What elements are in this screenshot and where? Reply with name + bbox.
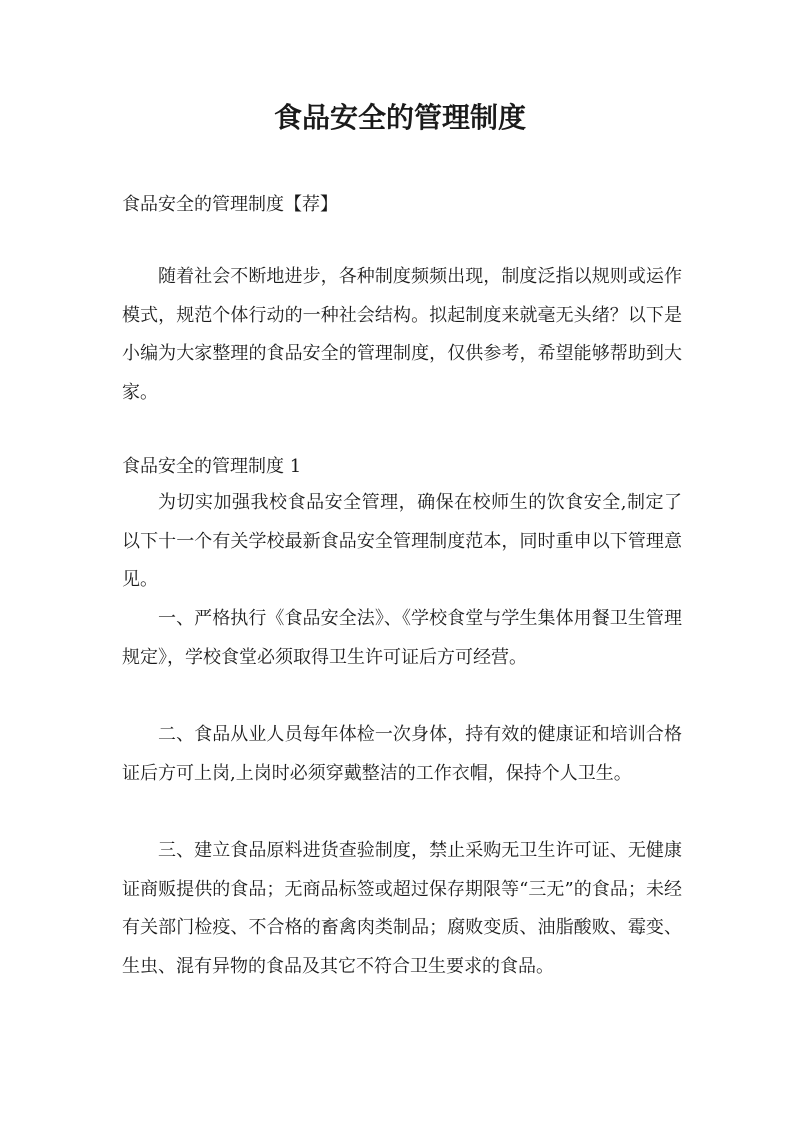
document-title: 食品安全的管理制度 bbox=[273, 101, 526, 134]
section-paragraph: 三、建立食品原料进货查验制度，禁止采购无卫生许可证、无健康证商贩提供的食品；无商品标签或超过保存期限等“三无”的食品；未经有关部门检疫、不合格的畜禽肉类制品；腐败变质、油脂酸败、霉变、生虫、混有异物的食品及其它不符合卫生要求的食品。 bbox=[122, 840, 682, 977]
document-subtitle: 食品安全的管理制度【荐】 bbox=[122, 194, 338, 215]
section-paragraph: 二、食品从业人员每年体检一次身体，持有效的健康证和培训合格证后方可上岗,上岗时必须穿戴整洁的工作衣帽，保持个人卫生。 bbox=[122, 724, 682, 784]
section-heading: 食品安全的管理制度 1 bbox=[122, 456, 302, 477]
section-paragraph: 为切实加强我校食品安全管理，确保在校师生的饮食安全,制定了以下十一个有关学校最新食品安全管理制度范本，同时重申以下管理意见。 bbox=[122, 492, 682, 590]
section-paragraph: 一、严格执行《食品安全法》、《学校食堂与学生集体用餐卫生管理规定》，学校食堂必须取得卫生许可证后方可经营。 bbox=[122, 608, 682, 668]
intro-paragraph: 随着社会不断地进步，各种制度频频出现，制度泛指以规则或运作模式，规范个体行动的一种社会结构。拟起制度来就毫无头绪？以下是小编为大家整理的食品安全的管理制度，仅供参考，希望能够帮助到大家。 bbox=[122, 266, 682, 403]
